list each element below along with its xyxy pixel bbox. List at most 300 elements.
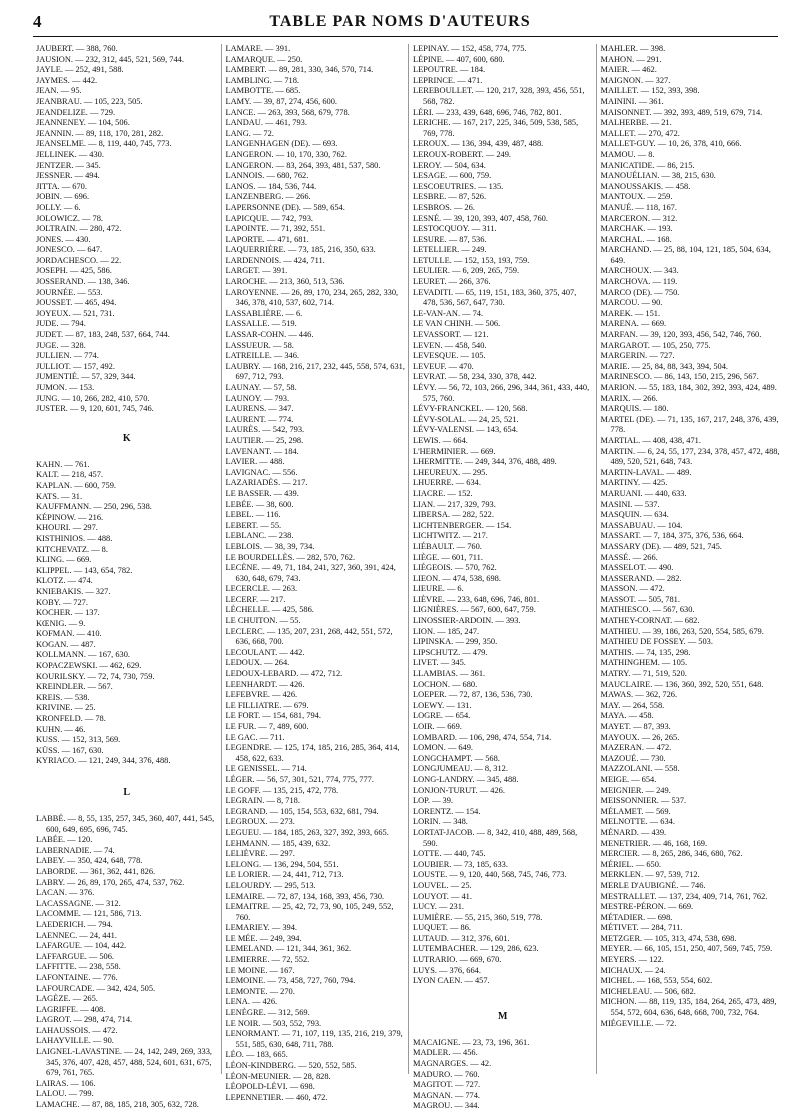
author-entry: KOBY. — 727.: [36, 597, 88, 607]
author-entry: KYRIACO. — 121, 249, 344, 376, 488.: [36, 756, 171, 766]
author-entry: LONGJUMEAU. — 8, 312.: [413, 764, 508, 774]
author-entry: MATHIS. — 74, 135, 298.: [600, 647, 691, 657]
author-entry: LLAMBIAS. — 361.: [413, 669, 486, 679]
author-entry: LAUBRY. — 168, 216, 217, 232, 445, 558, 574, 631, 697, 712, 793.: [225, 361, 405, 382]
author-entry: MANTOUX. — 259.: [600, 192, 673, 202]
author-entry: MÉRIEL. — 650.: [600, 859, 661, 869]
author-entry: LIGNIÈRES. — 567, 600, 647, 759.: [413, 605, 536, 615]
author-entry: MAGNAN. — 774.: [413, 1090, 480, 1100]
author-entry: LONGCHAMPT. — 568.: [413, 753, 500, 763]
author-entry: LEULIER. — 6, 209, 265, 759.: [413, 266, 520, 276]
author-entry: MARCHAK. — 193.: [600, 224, 673, 234]
author-entry: MARENA. — 669.: [600, 319, 667, 329]
author-entry: MICHEL. — 168, 553, 554, 602.: [600, 976, 713, 986]
author-entry: LE MÉE. — 249, 394.: [225, 933, 302, 943]
author-entry: JOBIN. — 696.: [36, 192, 90, 202]
author-entry: KOGAN. — 487.: [36, 639, 96, 649]
author-entry: MAZZOLANI. — 558.: [600, 764, 680, 774]
author-entry: LAGÈZE. — 265.: [36, 994, 98, 1004]
page-number: 4: [33, 12, 42, 31]
author-entry: KAHN. — 761.: [36, 459, 90, 469]
author-entry: LONG-LANDRY. — 345, 488.: [413, 774, 519, 784]
author-entry: MAYA. — 458.: [600, 711, 654, 721]
author-entry: MARCHAL. — 168.: [600, 234, 672, 244]
author-entry: MARTIN-LAVAL. — 489.: [600, 467, 692, 477]
author-entry: LEBEL. — 116.: [225, 510, 281, 520]
author-entry: JOURNÉE. — 553.: [36, 287, 103, 297]
author-entry: MADLER. — 456.: [413, 1048, 478, 1058]
author-entry: LAPORTE. — 471, 681.: [225, 234, 309, 244]
author-entry: JAUBERT. — 388, 760.: [36, 44, 118, 53]
author-entry: KOLLMANN. — 167, 630.: [36, 650, 130, 660]
author-entry: LAPICQUE. — 742, 793.: [225, 213, 313, 223]
author-entry: LE BOURDELLÈS. — 282, 570, 762.: [225, 552, 356, 562]
author-entry: LEVASSORT. — 121.: [413, 330, 489, 340]
author-entry: LEWIS. — 664.: [413, 435, 468, 445]
author-entry: LAFOURCADE. — 342, 424, 505.: [36, 983, 156, 993]
author-entry: LEVESQUE. — 105.: [413, 351, 486, 361]
author-entry: LEGRAIN. — 8, 718.: [225, 796, 300, 806]
author-entry: LARDENNOIS. — 424, 711.: [225, 255, 325, 265]
author-entry: LIAN. — 217, 329, 793.: [413, 499, 496, 509]
author-entry: KAPLAN. — 600, 759.: [36, 480, 117, 490]
author-entry: LYON CAEN. — 457.: [413, 976, 490, 986]
author-entry: LÉVY-VALENSI. — 143, 654.: [413, 425, 518, 435]
author-entry: LIÈVRE. — 233, 648, 696, 746, 801.: [413, 594, 540, 604]
author-entry: JENTZER. — 345.: [36, 160, 101, 170]
author-entry: LEMAITRE. — 25, 42, 72, 73, 90, 105, 249, 552, 760.: [225, 902, 394, 922]
author-entry: MASSART. — 7, 184, 375, 376, 536, 664.: [600, 531, 744, 541]
author-entry: LASSUEUR. — 58.: [225, 340, 294, 350]
author-entry: LOCHON. — 680.: [413, 679, 478, 689]
author-entry: LAGRIFFE. — 408.: [36, 1004, 106, 1014]
author-entry: LESBRE. — 87, 526.: [413, 192, 487, 202]
author-entry: JOLTRAIN. — 280, 472.: [36, 224, 122, 234]
author-entry: LIPINSKA. — 299, 350.: [413, 637, 498, 647]
author-entry: MÉLAMET. — 569.: [600, 806, 671, 816]
author-entry: LAHAYVILLE. — 90.: [36, 1036, 114, 1046]
author-entry: LANGERON. — 10, 170, 330, 762.: [225, 149, 347, 159]
author-entry: MALLET. — 270, 472.: [600, 128, 680, 138]
author-entry: LORTAT-JACOB. — 8, 342, 410, 488, 489, 568, 590.: [413, 827, 578, 848]
author-entry: LESTOCQUOY. — 311.: [413, 224, 497, 234]
author-entry: LAMARQUE. — 250.: [225, 54, 303, 64]
author-entry: LERICHE. — 167, 217, 225, 346, 509, 538, 585, 769, 778.: [413, 118, 579, 138]
author-entry: MEISSONNIER. — 537.: [600, 796, 687, 806]
letter-header: M: [498, 1010, 508, 1022]
author-entry: MEYERS. — 122.: [600, 955, 664, 965]
author-entry: MATHIEU. — 39, 186, 263, 520, 554, 585, 679.: [600, 626, 764, 636]
author-entry: METZGER. — 105, 313, 474, 538, 698.: [600, 933, 737, 943]
author-entry: MATRY. — 71, 519, 520.: [600, 669, 687, 679]
author-entry: LÉPINE. — 407, 600, 680.: [413, 54, 505, 64]
author-entry: LEHMANN. — 185, 439, 632.: [225, 838, 331, 848]
author-entry: LANG. — 72.: [225, 128, 274, 138]
author-entry: MESTRE-PÉRON. — 669.: [600, 902, 694, 912]
author-entry: L'HERMINIER. — 669.: [413, 446, 496, 456]
author-entry: LEVRAT. — 58, 234, 330, 378, 442.: [413, 372, 537, 382]
index-column-2: [221, 44, 409, 1102]
author-entry: LEURET. — 266, 376.: [413, 277, 491, 287]
author-entry: LEBÉE. — 38, 600.: [225, 499, 294, 509]
author-entry: LÉCHELLE. — 425, 586.: [225, 605, 314, 615]
author-entry: LAPOINTE. — 71, 392, 551.: [225, 224, 326, 234]
author-entry: LE MOINE. — 167.: [225, 965, 295, 975]
author-entry: LHERMITTE. — 249, 344, 376, 488, 489.: [413, 457, 557, 467]
author-entry: MERCIER. — 8, 265, 286, 346, 680, 762.: [600, 849, 743, 859]
author-entry: LEVADITI. — 65, 119, 151, 183, 360, 375, 407, 478, 536, 567, 647, 730.: [413, 287, 577, 308]
author-entry: LECOULANT. — 442.: [225, 647, 305, 657]
author-entry: LETELLIER. — 249.: [413, 245, 487, 255]
author-entry: KLOTZ. — 474.: [36, 576, 93, 586]
author-entry: LABÉE. — 120.: [36, 835, 93, 845]
author-entry: LESBROS. — 26.: [413, 202, 475, 212]
author-entry: JEANSELME. — 8, 119, 440, 745, 773.: [36, 139, 172, 149]
author-entry: MARIE. — 25, 84, 88, 343, 394, 504.: [600, 361, 728, 371]
author-entry: MARCOU. — 90.: [600, 298, 663, 308]
author-entry: LABORDE. — 361, 362, 441, 826.: [36, 866, 156, 876]
author-entry: KOFMAN. — 410.: [36, 629, 102, 639]
author-entry: LE FUR. — 7, 489, 600.: [225, 722, 309, 731]
author-entry: LE FILLIATRE. — 679.: [225, 700, 309, 710]
author-entry: LÉRI. — 233, 439, 648, 696, 746, 782, 801.: [413, 107, 562, 117]
author-entry: KITCHEVATZ. — 8.: [36, 544, 108, 554]
author-entry: LIÉGEOIS. — 570, 762.: [413, 563, 497, 573]
author-entry: LENA. — 426.: [225, 997, 278, 1007]
letter-header: K: [122, 432, 131, 444]
author-entry: LAMBERT. — 89, 281, 330, 346, 570, 714.: [225, 65, 374, 75]
author-entry: MENETRIER. — 46, 168, 169.: [600, 838, 708, 848]
author-entry: LHEUREUX. — 295.: [413, 467, 488, 477]
author-entry: LINOSSIER-ARDOIN. — 393.: [413, 616, 521, 626]
author-entry: MÉTADIER. — 698.: [600, 912, 673, 922]
author-entry: LANDAU. — 461, 793.: [225, 118, 307, 128]
author-entry: MARGAROT. — 105, 250, 775.: [600, 340, 711, 350]
author-entry: LAIRAS. — 106.: [36, 1078, 96, 1088]
author-entry: MARQUIS. — 180.: [600, 404, 669, 414]
author-entry: MAREK. — 151.: [600, 308, 661, 318]
author-entry: KOURILSKY. — 72, 74, 730, 759.: [36, 671, 155, 681]
author-entry: LASSABLIÈRE. — 6.: [225, 308, 303, 318]
author-entry: LAHAUSSOIS. — 472.: [36, 1025, 118, 1035]
author-entry: JULLIEN. — 774.: [36, 351, 99, 361]
author-entry: MAIGNON. — 327.: [600, 75, 671, 85]
author-entry: LECÈNE. — 49, 71, 184, 241, 327, 360, 391, 424, 630, 648, 679, 743.: [225, 563, 396, 583]
author-entry: MAISONNET. — 392, 393, 489, 519, 679, 714.: [600, 107, 763, 117]
author-entry: MASSÉ. — 266.: [600, 552, 658, 562]
author-entry: LEBLOIS. — 38, 39, 734.: [225, 541, 315, 551]
author-entry: JAYLE. — 252, 491, 588.: [36, 65, 124, 75]
author-entry: LOGRE. — 654.: [413, 711, 471, 721]
author-entry: JONESCO. — 647.: [36, 245, 103, 255]
author-entry: LAFONTAINE. — 776.: [36, 972, 118, 982]
author-entry: KŒNIG. — 9.: [36, 618, 86, 628]
author-entry: LE GENISSEL. — 714.: [225, 764, 307, 774]
author-entry: LESNÉ. — 39, 120, 393, 407, 458, 760.: [413, 213, 548, 223]
author-entry: LAMARE. — 391.: [225, 44, 291, 53]
author-entry: LACAN. — 376.: [36, 888, 95, 898]
author-entry: LAURÈS. — 542, 793.: [225, 425, 305, 435]
author-entry: LOMBARD. — 106, 298, 474, 554, 714.: [413, 732, 552, 742]
author-entry: LENORMANT. — 71, 107, 119, 135, 216, 219, 379, 551, 585, 630, 648, 711, 788.: [225, 1029, 403, 1049]
author-entry: LUYS. — 376, 664.: [413, 965, 481, 975]
author-entry: LASSALLE. — 519.: [225, 319, 297, 329]
author-entry: LORENTZ. — 154.: [413, 806, 481, 816]
author-entry: MALHERBE. — 21.: [600, 118, 672, 128]
author-entry: LE BASSER. — 439.: [225, 488, 299, 498]
author-entry: KOPACZEWSKI. — 462, 629.: [36, 661, 142, 671]
author-entry: KNIEBAKIS. — 327.: [36, 586, 111, 596]
author-entry: LIEON. — 474, 538, 698.: [413, 573, 501, 583]
author-entry: LOIR. — 669.: [413, 722, 462, 731]
author-entry: LE VAN CHINH. — 506.: [413, 319, 501, 329]
author-entry: LAUNOY. — 793.: [225, 393, 290, 403]
author-entry: LEDOUX. — 264.: [225, 658, 290, 668]
author-entry: MASSOT. — 505, 781.: [600, 594, 680, 604]
author-entry: LAEDERICH. — 794.: [36, 919, 113, 929]
author-entry: LEMIERRE. — 72, 552.: [225, 955, 310, 965]
author-entry: MASSERAND. — 282.: [600, 573, 682, 583]
author-entry: LEPOUTRE. — 184.: [413, 65, 486, 75]
author-entry: JUMENTIÉ. — 57, 329, 344.: [36, 372, 136, 382]
author-entry: KUSS. — 152, 313, 569.: [36, 735, 121, 745]
author-entry: JOUSSET. — 465, 494.: [36, 298, 117, 308]
author-entry: JAUSION. — 232, 312, 445, 521, 569, 744.: [36, 54, 184, 64]
author-entry: MANOUSSAKIS. — 458.: [600, 181, 691, 191]
author-entry: MARTIAL. — 408, 438, 471.: [600, 435, 701, 445]
author-entry: JOLOWICZ. — 78.: [36, 213, 103, 223]
author-entry: LAMY. — 39, 87, 274, 456, 600.: [225, 96, 338, 106]
author-entry: MAYOUX. — 26, 265.: [600, 732, 680, 742]
author-entry: MAGNARGES. — 42.: [413, 1059, 492, 1069]
author-entry: LALOU. — 799.: [36, 1089, 94, 1099]
author-entry: LAMACHE. — 87, 88, 185, 218, 305, 632, 728.: [36, 1100, 199, 1110]
author-entry: MAHLER. — 398.: [600, 44, 666, 53]
author-entry: LUTAUD. — 312, 376, 601.: [413, 933, 510, 943]
author-entry: MARCHOUX. — 343.: [600, 266, 679, 276]
author-entry: LABBÉ. — 8, 55, 135, 257, 345, 360, 407, 441, 545, 600, 649, 695, 696, 745.: [36, 814, 215, 834]
author-entry: LAROYENNE. — 26, 89, 170, 234, 265, 282, 330, 346, 378, 410, 537, 602, 714.: [225, 287, 399, 308]
author-entry: MARION. — 55, 183, 184, 302, 392, 393, 424, 489.: [600, 383, 777, 392]
author-entry: LE CHUITON. — 55.: [225, 616, 301, 626]
author-entry: MANOUÉLIAN. — 38, 215, 630.: [600, 171, 716, 181]
author-entry: LAURENS. — 347.: [225, 404, 294, 414]
author-entry: LEMELAND. — 121, 344, 361, 362.: [225, 944, 352, 954]
author-entry: KÜSS. — 167, 630.: [36, 745, 104, 755]
author-entry: LANNOIS. — 680, 762.: [225, 171, 309, 181]
header-rule: [33, 36, 778, 37]
author-entry: LÉVY. — 56, 72, 103, 266, 296, 344, 361, 433, 440, 575, 760.: [413, 383, 590, 403]
author-entry: MARIX. — 266.: [600, 393, 658, 403]
author-entry: LEPINAY. — 152, 458, 774, 775.: [413, 44, 527, 53]
author-entry: MASINI. — 537.: [600, 499, 660, 509]
author-entry: KHOURI. — 297.: [36, 523, 98, 533]
author-entry: LÉO. — 183, 665.: [225, 1050, 288, 1060]
author-entry: JESSNER. — 494.: [36, 171, 100, 181]
author-entry: KREIS. — 538.: [36, 692, 90, 702]
author-entry: LAUTIER. — 25, 298.: [225, 435, 304, 445]
author-entry: MAININI. — 361.: [600, 96, 664, 106]
author-entry: JEANBRAU. — 105, 223, 505.: [36, 96, 143, 106]
author-entry: LATREILLE. — 346.: [225, 351, 300, 361]
letter-header: L: [123, 787, 131, 798]
author-entry: LARGET. — 391.: [225, 266, 288, 276]
author-entry: JUDE. — 794.: [36, 319, 86, 329]
author-entry: LAVIGNAC. — 556.: [225, 467, 298, 477]
author-entry: KUHN. — 46.: [36, 724, 86, 734]
author-entry: JUMON. — 153.: [36, 383, 95, 392]
author-entry: MAGROU. — 344.: [413, 1101, 480, 1111]
author-entry: MARINESCO. — 86, 143, 150, 215, 296, 567.: [600, 372, 759, 382]
author-entry: LIBERSA. — 282, 522.: [413, 510, 494, 520]
author-entry: LICHTENBERGER. — 154.: [413, 520, 512, 530]
author-entry: LACOMME. — 121, 586, 713.: [36, 909, 142, 919]
author-entry: MADURO. — 760.: [413, 1069, 480, 1079]
author-entry: LEROY. — 504, 634.: [413, 160, 486, 170]
author-entry: MAIER. — 462.: [600, 65, 657, 75]
author-entry: MASSARY (DE). — 489, 521, 745.: [600, 541, 722, 551]
author-entry: MASSELOT. — 490.: [600, 563, 674, 573]
author-entry: LIPSCHUTZ. — 479.: [413, 647, 488, 657]
author-entry: LOUSTE. — 9, 120, 440, 568, 745, 746, 773.: [413, 870, 567, 880]
author-entry: KLING. — 669.: [36, 555, 92, 565]
author-entry: MICHELEAU. — 506, 682.: [600, 986, 696, 996]
author-entry: LE FORT. — 154, 681, 794.: [225, 711, 321, 721]
author-entry: MARCO (DE). — 750.: [600, 287, 680, 297]
author-entry: JAYMES. — 442.: [36, 75, 98, 85]
author-entry: LE LORIER. — 24, 441, 712, 713.: [225, 870, 344, 880]
author-entry: LEREBOULLET. — 120, 217, 328, 393, 456, 551, 568, 782.: [413, 86, 585, 106]
author-entry: MAZOUÉ. — 730.: [600, 753, 666, 763]
author-entry: LIEURE. — 6.: [413, 584, 464, 594]
author-entry: MAY. — 264, 558.: [600, 700, 665, 710]
author-entry: JITTA. — 670.: [36, 181, 87, 191]
author-entry: JUNG. — 10, 266, 282, 410, 570.: [36, 393, 150, 403]
author-entry: LABERNADIE. — 74.: [36, 845, 115, 855]
author-entry: MIÉGEVILLE. — 72.: [600, 1018, 677, 1028]
author-entry: JEANNIN. — 89, 118, 170, 281, 282.: [36, 128, 164, 138]
author-entry: MEIGE. — 654.: [600, 774, 657, 784]
author-entry: MÉTIVET. — 284, 711.: [600, 923, 683, 933]
author-entry: LAPERSONNE (DE). — 589, 654.: [225, 202, 345, 212]
author-entry: LECLERC. — 135, 207, 231, 268, 442, 551, 572, 636, 668, 700.: [225, 626, 393, 647]
author-entry: LEENHARDT. — 426.: [225, 679, 305, 689]
author-entry: LUMIÈRE. — 55, 215, 360, 519, 778.: [413, 912, 543, 922]
author-entry: MERLE D'AUBIGNÉ. — 746.: [600, 880, 706, 890]
author-entry: LESURE. — 87, 536.: [413, 234, 487, 244]
author-entry: KLIPPEL. — 143, 654, 782.: [36, 565, 133, 575]
author-entry: MATHIESCO. — 567, 630.: [600, 605, 695, 615]
author-entry: LETULLE. — 152, 153, 193, 759.: [413, 255, 530, 265]
author-entry: MASSON. — 472.: [600, 584, 665, 594]
author-entry: LAIGNEL-LAVASTINE. — 24, 142, 249, 269, 333, 345, 376, 407, 428, 457, 488, 524, 601, 631, 675, 679, 761, 765.: [36, 1047, 213, 1078]
author-entry: MÉNARD. — 439.: [600, 827, 667, 837]
author-entry: LOP. — 39.: [413, 796, 454, 806]
author-entry: LEFEBVRE. — 426.: [225, 690, 298, 700]
author-entry: KISTHINIOS. — 488.: [36, 533, 113, 543]
author-entry: LAMBOTTE. — 685.: [225, 86, 301, 96]
index-columns: [33, 44, 783, 1111]
author-entry: LEROUX. — 136, 394, 439, 487, 488.: [413, 139, 544, 149]
author-entry: LEGROUX. — 273.: [225, 817, 295, 827]
author-entry: KÉPINOW. — 216.: [36, 512, 104, 522]
author-entry: LUTEMBACHER. — 129, 286, 623.: [413, 944, 539, 954]
author-entry: MICHON. — 88, 119, 135, 184, 264, 265, 473, 489, 554, 572, 604, 636, 648, 668, 700, 732, 764.: [600, 997, 777, 1018]
author-entry: LAGROT. — 298, 474, 714.: [36, 1015, 133, 1025]
author-entry: JEAN. — 95.: [36, 86, 82, 96]
author-entry: MASSABUAU. — 104.: [600, 520, 683, 530]
author-entry: LEGRAND. — 105, 154, 553, 632, 681, 794.: [225, 806, 379, 816]
author-entry: KATS. — 31.: [36, 491, 83, 501]
author-entry: LE GOFF. — 135, 215, 472, 778.: [225, 785, 339, 795]
author-entry: LEMONTE. — 270.: [225, 986, 295, 996]
author-entry: LANOS. — 184, 536, 744.: [225, 181, 317, 191]
author-entry: JEANDELIZE. — 729.: [36, 107, 116, 117]
author-entry: LOUBIER. — 73, 185, 633.: [413, 859, 508, 869]
author-entry: MESTRALLET. — 137, 234, 409, 714, 761, 762.: [600, 891, 768, 901]
author-entry: JOSEPH. — 425, 586.: [36, 266, 112, 276]
author-entry: MALLET-GUY. — 10, 26, 378, 410, 666.: [600, 139, 742, 149]
author-entry: KOCHER. — 137.: [36, 608, 100, 618]
author-entry: MAHON. — 291.: [600, 54, 662, 64]
author-entry: LAZARIADÈS. — 217.: [225, 478, 308, 488]
page-title: TABLE PAR NOMS D'AUTEURS: [269, 13, 531, 30]
author-entry: JEANNENEY. — 104, 506.: [36, 118, 130, 128]
author-entry: KALT. — 218, 457.: [36, 470, 103, 480]
author-entry: LONJON-TURUT. — 426.: [413, 785, 505, 795]
author-entry: LAENNEC. — 24, 441.: [36, 930, 117, 940]
author-entry: MARUANI. — 440, 633.: [600, 488, 687, 498]
author-entry: JUGE. — 328.: [36, 340, 86, 350]
author-entry: LAFFITTE. — 238, 558.: [36, 962, 121, 972]
author-entry: MACAIGNE. — 23, 73, 196, 361.: [413, 1037, 530, 1047]
author-entry: JONES. — 430.: [36, 234, 91, 244]
author-entry: MATHIEU DE FOSSEY. — 503.: [600, 637, 713, 647]
author-entry: LEVEUF. — 470.: [413, 361, 474, 371]
author-entry: LEVEN. — 458, 540.: [413, 340, 487, 350]
author-entry: LAVIER. — 488.: [225, 457, 285, 467]
author-entry: LEROUX-ROBERT. — 249.: [413, 149, 511, 159]
author-entry: MAGITOT. — 727.: [413, 1080, 481, 1090]
author-entry: MARCHOVA. — 119.: [600, 277, 678, 287]
author-entry: LE GAC. — 711.: [225, 732, 285, 742]
author-entry: LEGENDRE. — 125, 174, 185, 216, 285, 364, 414, 458, 622, 633.: [225, 743, 400, 763]
author-entry: MEIGNIER. — 249.: [600, 785, 671, 795]
author-entry: LESCOEUTRIES. — 135.: [413, 181, 504, 191]
author-entry: MARCHAND. — 25, 88, 104, 121, 185, 504, 634, 649.: [600, 245, 771, 265]
author-entry: LENÈGRE. — 312, 569.: [225, 1008, 310, 1018]
index-column-1: [33, 44, 221, 1110]
author-entry: JOLLY. — 6.: [36, 202, 81, 212]
author-entry: LEDOUX-LEBARD. — 472, 712.: [225, 669, 343, 679]
index-column-4: [596, 44, 784, 1074]
author-entry: LABRY. — 26, 89, 170, 265, 474, 537, 762.: [36, 877, 185, 887]
author-entry: MEYER. — 66, 105, 151, 250, 407, 569, 745, 759.: [600, 944, 773, 954]
author-entry: LIÈGE. — 601, 711.: [413, 552, 483, 562]
index-column-3: [408, 44, 596, 1111]
author-entry: MANICATIDE. — 86, 215.: [600, 160, 695, 170]
author-entry: LECERF. — 217.: [225, 594, 286, 604]
author-entry: LIACRE. — 152.: [413, 488, 473, 498]
author-entry: LAFARGUE. — 104, 442.: [36, 941, 127, 951]
author-entry: LÉVY-FRANCKEL. — 120, 568.: [413, 404, 528, 414]
author-entry: MICHAUX. — 24.: [600, 965, 666, 975]
author-entry: LUQUET. — 86.: [413, 923, 471, 933]
author-entry: LÉON-KINDBERG. — 520, 552, 585.: [225, 1061, 357, 1070]
author-entry: LAQUERRIÈRE. — 73, 185, 216, 350, 633.: [225, 245, 376, 255]
author-entry: MATHEY-CORNAT. — 682.: [600, 616, 700, 626]
author-entry: LANCE. — 263, 393, 568, 679, 778.: [225, 107, 350, 117]
